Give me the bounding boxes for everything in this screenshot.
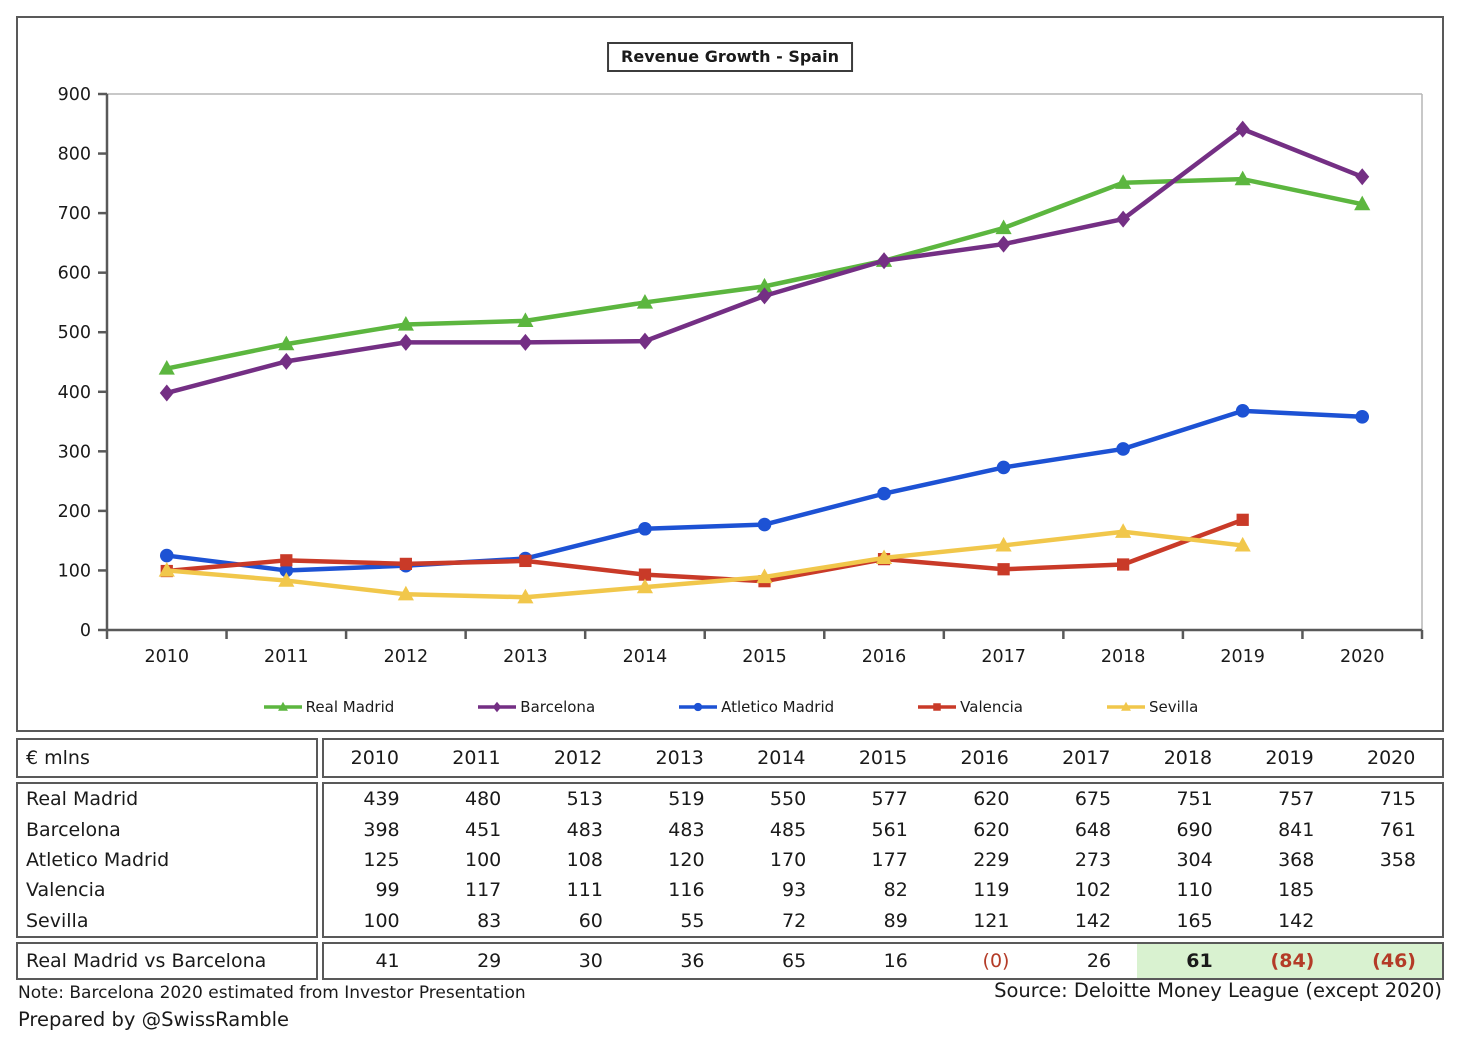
svg-text:2013: 2013: [503, 647, 548, 667]
table-cell: 100: [363, 909, 400, 932]
table-cell: 99: [375, 879, 400, 902]
table-cell: 304: [1176, 848, 1213, 871]
table-cell: 513: [566, 788, 603, 811]
legend-marker-icon: [1105, 700, 1147, 714]
legend-item: [916, 698, 1023, 716]
svg-text:2018: 2018: [1100, 647, 1146, 667]
table-cell: 82: [883, 879, 908, 902]
table-row-label: Valencia: [26, 879, 106, 902]
table-cell: 83: [477, 909, 502, 932]
table-cell: 620: [973, 818, 1010, 841]
chart-legend: [18, 698, 1442, 716]
footnote: Note: Barcelona 2020 estimated from Investor Presentation: [18, 983, 526, 1003]
diff-cell: 61: [1137, 944, 1239, 978]
table-cell: 439: [363, 788, 400, 811]
diff-cell: (0): [982, 950, 1010, 972]
legend-label: Real Madrid: [305, 698, 395, 716]
table-cell: 142: [1074, 909, 1112, 932]
revenue-line-chart: [18, 18, 1442, 730]
svg-text:800: 800: [57, 144, 91, 165]
table-cell: 121: [973, 909, 1010, 932]
table-cell: [1340, 906, 1442, 936]
legend-item: [476, 698, 595, 716]
svg-text:600: 600: [57, 263, 91, 284]
year-header-cell: 2020: [1366, 747, 1416, 769]
year-header-cell: 2019: [1265, 747, 1314, 769]
table-cell: 102: [1074, 879, 1112, 902]
table-cell: 273: [1074, 848, 1112, 871]
source-credit: Source: Deloitte Money League (except 2020): [994, 979, 1442, 1002]
table-cell: 451: [465, 818, 502, 841]
table-cell: 119: [973, 879, 1010, 902]
chart-title: Revenue Growth - Spain: [607, 42, 853, 72]
year-header-cell: 2017: [1062, 747, 1111, 769]
table-team-labels: [16, 782, 318, 938]
legend-label: Barcelona: [520, 698, 596, 716]
svg-text:2011: 2011: [264, 647, 309, 667]
table-cell: 675: [1074, 788, 1112, 811]
svg-text:2012: 2012: [383, 647, 429, 667]
table-row-label: Barcelona: [26, 818, 121, 841]
year-header-cell: 2016: [960, 747, 1009, 769]
diff-row-values: [322, 942, 1444, 980]
table-cell: 483: [566, 818, 603, 841]
table-cell: 368: [1278, 848, 1315, 871]
year-header-cell: 2014: [757, 747, 806, 769]
table-cell: 648: [1074, 818, 1112, 841]
table-cell: 757: [1278, 788, 1315, 811]
legend-label: Sevilla: [1148, 698, 1199, 716]
table-year-header-row: [322, 738, 1444, 778]
table-cell: 485: [769, 818, 807, 841]
svg-text:900: 900: [57, 85, 91, 105]
svg-text:0: 0: [79, 621, 91, 641]
year-header-cell: 2018: [1163, 747, 1213, 769]
table-cell: 142: [1278, 909, 1315, 932]
table-cell: 60: [578, 909, 603, 932]
table-cell: 177: [871, 848, 908, 871]
svg-text:400: 400: [57, 382, 91, 403]
table-cell: [1340, 875, 1442, 905]
legend-item: [262, 698, 395, 716]
legend-marker-icon: [916, 700, 958, 714]
diff-cell: 41: [375, 950, 400, 972]
table-cell: 120: [668, 848, 705, 871]
table-row-label: Atletico Madrid: [26, 848, 170, 871]
table-cell: 89: [883, 909, 908, 932]
svg-text:200: 200: [57, 501, 91, 522]
diff-cell: 16: [883, 950, 908, 972]
table-cell: 761: [1379, 818, 1416, 841]
svg-text:2010: 2010: [144, 647, 190, 667]
svg-text:2020: 2020: [1339, 647, 1385, 667]
year-header-cell: 2011: [452, 747, 501, 769]
table-cell: 561: [871, 818, 908, 841]
diff-cell: 30: [578, 950, 603, 972]
table-cell: 108: [566, 848, 603, 871]
legend-marker-icon: [476, 700, 518, 714]
table-cell: 398: [363, 818, 400, 841]
svg-text:2017: 2017: [981, 647, 1026, 667]
svg-text:700: 700: [57, 204, 91, 225]
table-cell: 170: [769, 848, 807, 871]
prepared-by: Prepared by @SwissRamble: [18, 1008, 290, 1031]
diff-cell: (46): [1340, 944, 1442, 978]
svg-text:2014: 2014: [622, 647, 668, 667]
table-cell: 111: [566, 879, 603, 902]
legend-marker-icon: [262, 700, 304, 714]
table-cell: 519: [668, 788, 705, 811]
svg-text:100: 100: [57, 561, 91, 582]
table-cell: 100: [465, 848, 502, 871]
table-cell: 93: [781, 879, 807, 902]
table-unit-header: € mlns: [16, 738, 318, 778]
svg-text:2016: 2016: [861, 647, 907, 667]
table-cell: 229: [973, 848, 1010, 871]
table-cell: 165: [1176, 909, 1213, 932]
diff-cell: 29: [477, 950, 502, 972]
legend-label: Valencia: [960, 698, 1023, 716]
year-header-cell: 2012: [553, 747, 603, 769]
table-row-label: Sevilla: [26, 909, 89, 932]
table-cell: 116: [668, 879, 705, 902]
table-cell: 483: [668, 818, 705, 841]
diff-cell: 26: [1086, 950, 1112, 972]
diff-cell: (84): [1239, 944, 1341, 978]
diff-cell: 36: [680, 950, 705, 972]
table-cell: 125: [363, 848, 400, 871]
chart-panel: [16, 16, 1444, 732]
table-values-grid: [322, 782, 1444, 938]
legend-label: Atletico Madrid: [721, 698, 835, 716]
table-cell: 550: [769, 788, 807, 811]
table-cell: 110: [1176, 879, 1213, 902]
year-header-cell: 2013: [655, 747, 704, 769]
legend-item: [677, 698, 834, 716]
table-cell: 72: [781, 909, 807, 932]
svg-text:500: 500: [57, 323, 91, 344]
legend-item: [1105, 698, 1198, 716]
year-header-cell: 2010: [350, 747, 399, 769]
year-header-cell: 2015: [858, 747, 908, 769]
table-cell: 480: [465, 788, 502, 811]
table-cell: 841: [1278, 818, 1315, 841]
table-cell: 117: [465, 879, 502, 902]
table-row-label: Real Madrid: [26, 788, 139, 811]
svg-text:2019: 2019: [1220, 647, 1265, 667]
svg-text:2015: 2015: [742, 647, 787, 667]
table-cell: 358: [1379, 848, 1416, 871]
table-cell: 185: [1278, 879, 1315, 902]
table-cell: 751: [1176, 788, 1213, 811]
svg-text:300: 300: [57, 442, 91, 463]
table-cell: 620: [973, 788, 1010, 811]
table-cell: 55: [680, 909, 705, 932]
legend-marker-icon: [677, 700, 719, 714]
table-cell: 690: [1176, 818, 1213, 841]
diff-cell: 65: [781, 950, 807, 972]
table-cell: 577: [871, 788, 908, 811]
table-cell: 715: [1379, 788, 1416, 811]
diff-row-label: Real Madrid vs Barcelona: [16, 942, 318, 980]
